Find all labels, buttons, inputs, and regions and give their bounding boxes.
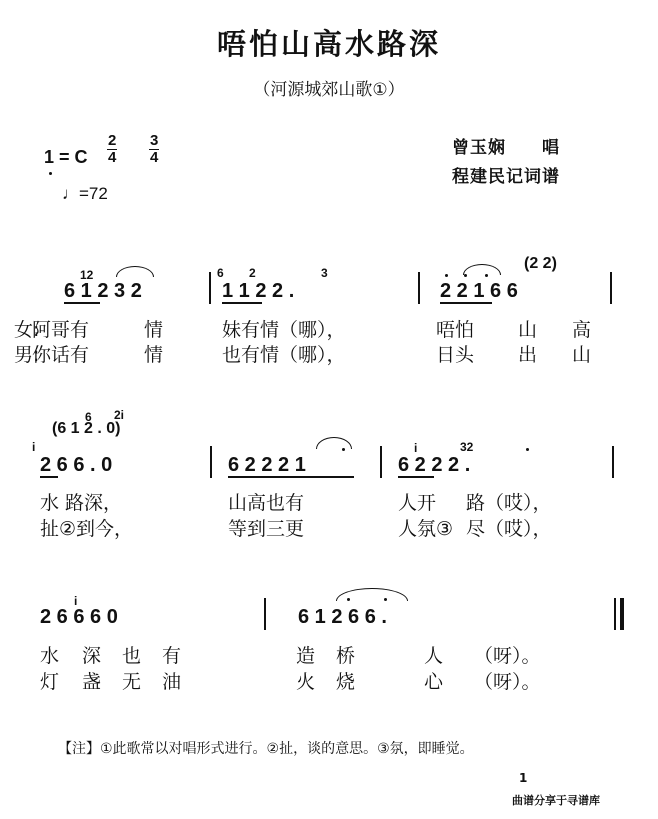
- measure: 2 6 6 . 0: [40, 454, 113, 476]
- lyric: 盏: [82, 671, 102, 693]
- measure: 1 1 2 2 .: [222, 280, 295, 302]
- lyric: 火: [296, 671, 316, 693]
- beam: [64, 302, 100, 304]
- lyric: 有: [162, 645, 182, 667]
- lyric: 烧: [336, 671, 356, 693]
- grace-note: 12: [80, 268, 94, 282]
- lyric: 妹有情（哪），: [222, 319, 346, 341]
- lyric: 人: [424, 645, 444, 667]
- footnote: 【注】①此歌常以对唱形式进行。②扯，谈的意思。③氛，即睡觉。: [58, 741, 474, 757]
- grace-note: i: [414, 441, 418, 455]
- lyric: 人开: [398, 492, 437, 514]
- lyric: （呀）。: [474, 671, 541, 693]
- beam: [228, 476, 354, 478]
- lyric: 造: [296, 645, 316, 667]
- octave-dot: [347, 598, 350, 601]
- meter-2-4: [107, 133, 117, 166]
- lyric: 尽（哎），: [466, 518, 552, 540]
- lyric: 唔怕: [436, 319, 475, 341]
- barline: [418, 272, 420, 304]
- octave-dot: [384, 598, 387, 601]
- barline: [610, 272, 612, 304]
- singer-credit: 曾玉娴 唱: [452, 138, 560, 158]
- octave-dot: [445, 274, 448, 277]
- song-subtitle: （河源城郊山歌①）: [253, 80, 405, 100]
- octave-dot: [485, 274, 488, 277]
- lyric-label-male: 男:: [14, 344, 40, 366]
- lyric: 桥: [336, 645, 356, 667]
- octave-dot: [526, 448, 529, 451]
- measure: 6 1 2 3 2: [64, 280, 142, 302]
- key-low-dot: [49, 172, 52, 175]
- lyric: 情: [144, 319, 164, 341]
- meter-denominator: 4: [108, 149, 117, 166]
- barline: [380, 446, 382, 478]
- lyric: 山高也有: [228, 492, 305, 514]
- octave-dot: [342, 448, 345, 451]
- octave-dot: [464, 274, 467, 277]
- lyric: 人氛③: [398, 518, 454, 540]
- final-barline-thin: [614, 598, 616, 630]
- lyric: 山: [518, 319, 538, 341]
- lyric: 日头: [436, 344, 475, 366]
- meter-numerator: 2: [108, 132, 117, 149]
- lyric: 山: [572, 344, 592, 366]
- lyric-label-female: 女:: [14, 319, 40, 341]
- lyric: 深: [82, 645, 102, 667]
- grace-note: i: [32, 440, 36, 454]
- measure: 2 2 1 6 6: [440, 280, 518, 302]
- source-watermark: 曲谱分享于寻谱库: [512, 794, 600, 807]
- lyric: 阿哥有: [32, 319, 90, 341]
- lyric: 你话有: [32, 344, 90, 366]
- meter-3-4: [149, 133, 159, 166]
- lyric: 水 路深，: [40, 492, 123, 514]
- lyric: （呀）。: [474, 645, 541, 667]
- measure: 2 6 6 6 0: [40, 606, 118, 628]
- measure: 6 1 2 6 6 .: [298, 606, 387, 628]
- variant-notes: (2 2): [524, 255, 557, 272]
- beam: [440, 302, 492, 304]
- lyric: 高: [572, 319, 592, 341]
- lyric: 扯②到今，: [40, 518, 134, 540]
- song-title: 唔怕山高水路深: [216, 27, 441, 61]
- page-number: 1: [519, 771, 528, 785]
- lyric: 情: [144, 344, 164, 366]
- slur: [116, 266, 154, 277]
- variant-notes: (6 1 2 . 0): [52, 420, 121, 437]
- slur: [316, 437, 352, 449]
- barline: [612, 446, 614, 478]
- barline: [210, 446, 212, 478]
- lyric: 水: [40, 645, 60, 667]
- final-barline-thick: [620, 598, 624, 630]
- lyric: 无: [122, 671, 142, 693]
- grace-note: 3: [321, 266, 328, 280]
- lyric: 也有情（哪），: [222, 344, 346, 366]
- tempo-marking: ♩=72: [62, 184, 108, 203]
- key-signature: 1 = C: [44, 147, 88, 167]
- lyric: 油: [162, 671, 182, 693]
- lyric: 心: [424, 671, 444, 693]
- beam: [40, 476, 58, 478]
- beam: [398, 476, 434, 478]
- lyric: 出: [518, 344, 538, 366]
- recorder-credit: 程建民记词谱: [452, 167, 560, 187]
- grace-note: 6: [217, 266, 224, 280]
- grace-note: 2: [249, 266, 256, 280]
- grace-note: 2i: [114, 408, 125, 422]
- grace-note: 32: [460, 440, 474, 454]
- barline: [209, 272, 211, 304]
- lyric: 等到三更: [228, 518, 305, 540]
- grace-note: i: [74, 594, 78, 608]
- lyric: 路（哎），: [466, 492, 552, 514]
- barline: [264, 598, 266, 630]
- lyric: 也: [122, 645, 142, 667]
- meter-numerator: 3: [150, 132, 159, 149]
- measure: 6 2 2 2 .: [398, 454, 471, 476]
- grace-note: 6: [85, 410, 92, 424]
- measure: 6 2 2 2 1: [228, 454, 306, 476]
- slur: [463, 264, 501, 275]
- beam: [222, 302, 262, 304]
- meter-denominator: 4: [150, 149, 159, 166]
- lyric: 灯: [40, 671, 60, 693]
